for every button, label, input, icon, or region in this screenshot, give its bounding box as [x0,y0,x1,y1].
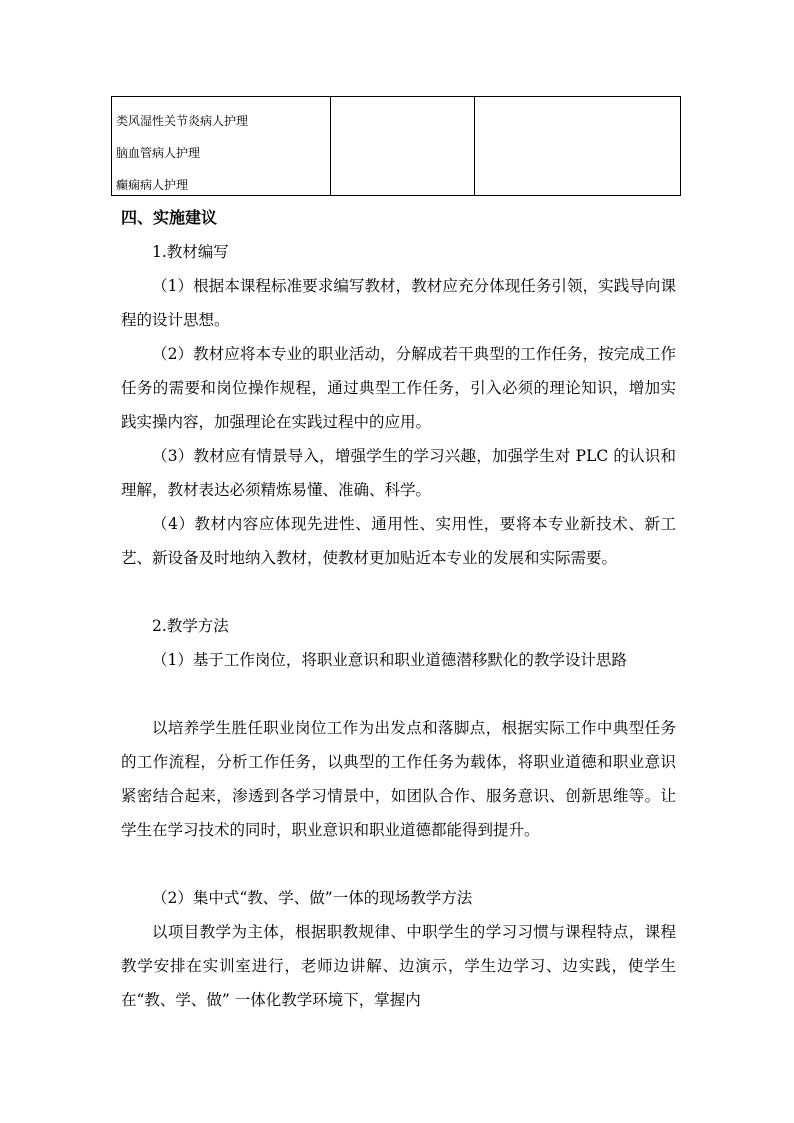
paragraph-textbook-2: （2）教材应将本专业的职业活动，分解成若干典型的工作任务，按完成工作任务的需要和岗位操作规程，通过典型工作任务，引入必须的理论知识，增加实践实操内容，加强理论在实践过程中的应用。 [121,345,676,431]
section-title: 四、实施建议 [121,208,218,227]
table-column-divider [330,97,331,195]
nursing-topics-table [111,96,681,196]
subsection-title-method: 2.教学方法 [152,617,229,635]
paragraph-textbook-1: （1）根据本课程标准要求编写教材，教材应充分体现任务引领，实践导向课程的设计思想。 [121,277,676,329]
table-row: 类风湿性关节炎病人护理 [116,114,249,128]
method-2-body: 以项目教学为主体，根据职教规律、中职学生的学习习惯与课程特点，课程教学安排在实训室进行，老师边讲解、边演示，学生边学习、边实践，使学生在“教、学、做” 一体化教学环境下，掌握内 [121,923,676,1009]
method-2-title: （2）集中式“教、学、做”一体的现场教学方法 [152,889,473,907]
table-row: 癫痫病人护理 [116,178,189,192]
method-1-body: 以培养学生胜任职业岗位工作为出发点和落脚点，根据实际工作中典型任务的工作流程，分析工作任务，以典型的工作任务为载体，将职业道德和职业意识紧密结合起来，渗透到各学习情景中，如团队合作、服务意识、创新思维等。让学生在学习技术的同时，职业意识和职业道德都能得到提升。 [121,719,676,839]
table-row: 脑血管病人护理 [116,146,201,160]
method-1-title: （1）基于工作岗位，将职业意识和职业道德潜移默化的教学设计思路 [152,651,627,669]
paragraph-textbook-4: （4）教材内容应体现先进性、通用性、实用性，要将本专业新技术、新工艺、新设备及时地纳入教材，使教材更加贴近本专业的发展和实际需要。 [121,515,676,567]
paragraph-textbook-3: （3）教材应有情景导入，增强学生的学习兴趣，加强学生对 PLC 的认识和理解，教材表达必须精炼易懂、准确、科学。 [121,447,676,499]
subsection-title-textbook: 1.教材编写 [152,243,229,261]
table-column-divider [474,97,475,195]
table-cell-topics [116,105,330,201]
